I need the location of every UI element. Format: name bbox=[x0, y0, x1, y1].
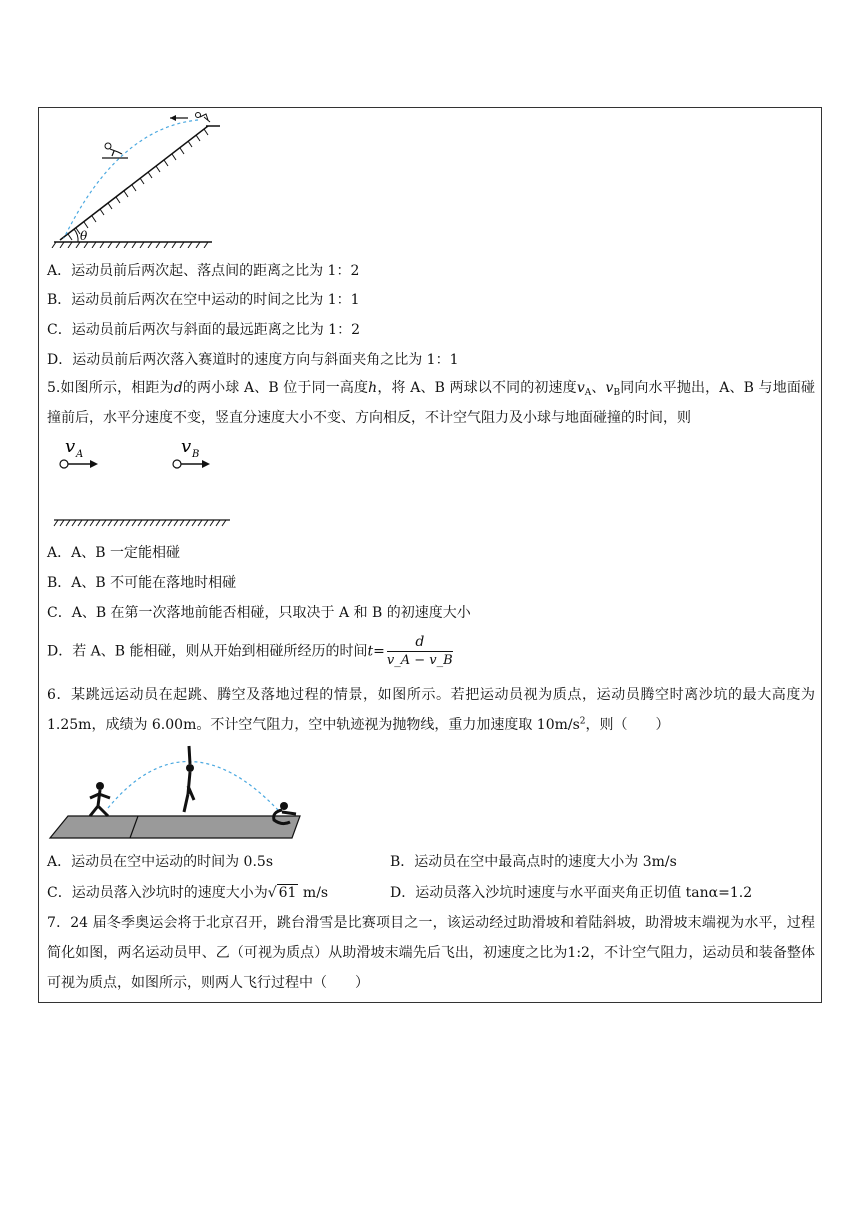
q6-option-b: B．运动员在空中最高点时的速度大小为 3m/s bbox=[390, 854, 677, 870]
ball-b bbox=[173, 460, 181, 468]
sqrt-symbol: √ 61 bbox=[267, 885, 297, 901]
q5-stem: 5.如图所示，相距为d的两小球 A、B 位于同一高度h，将 A、B 两球以不同的初速度$v_A$、$v_B$同向水平抛出，A、B 与地面碰撞前后，水平分速度不变，竖直分速度大小不变、方向相反，不计空气阻力及小球与地面碰撞的时间，则 bbox=[47, 380, 815, 426]
q6-stem: 6．某跳远运动员在起跳、腾空及落地过程的情景，如图所示。若把运动员视为质点，运动员腾空时离沙坑的最大高度为 1.25m，成绩为 6.00m。不计空气阻力，空中轨迹视为抛物线，重力加速度取 $10m/s^2$，则（ ） bbox=[47, 687, 815, 733]
q4-option-a: A．运动员前后两次起、落点间的距离之比为 1：2 bbox=[47, 263, 360, 279]
q6-option-d: D．运动员落入沙坑时速度与水平面夹角正切值 tanα=1.2 bbox=[390, 885, 753, 901]
q5-option-a: A．A、B 一定能相碰 bbox=[47, 545, 180, 561]
q4-option-b: B．运动员前后两次在空中运动的时间之比为 1：1 bbox=[47, 292, 360, 308]
q4-option-c: C．运动员前后两次与斜面的最远距离之比为 1：2 bbox=[47, 322, 360, 338]
time-fraction: $\frac{d}{v\_A - v\_B}$ bbox=[386, 634, 453, 668]
ball-a bbox=[60, 460, 68, 468]
q5-balls-figure bbox=[50, 432, 250, 532]
q6-option-a: A．运动员在空中运动的时间为 0.5s bbox=[47, 854, 274, 870]
svg-text:A: A bbox=[76, 449, 84, 460]
theta-label: θ bbox=[80, 229, 88, 243]
q4-slope-figure bbox=[48, 108, 228, 248]
q6-option-c: C．运动员落入沙坑时的速度大小为√ 61 m/s bbox=[47, 885, 329, 901]
va-label: v bbox=[65, 436, 76, 457]
q4-option-d: D．运动员前后两次落入赛道时的速度方向与斜面夹角之比为 1：1 bbox=[47, 352, 459, 368]
q5-option-b: B．A、B 不可能在落地时相碰 bbox=[47, 575, 237, 591]
q5-option-d: D．若 A、B 能相碰，则从开始到相碰所经历的时间t= $\frac{d}{v\_A - v\_B}$ bbox=[47, 634, 453, 668]
vb-label: v bbox=[181, 436, 192, 457]
svg-text:B: B bbox=[192, 449, 200, 460]
q6-longjump-figure bbox=[46, 742, 306, 842]
q7-stem: 7．24 届冬季奥运会将于北京召开，跳台滑雪是比赛项目之一，该运动经过助滑坡和着陆斜坡，助滑坡末端视为水平，过程简化如图，两名运动员甲、乙（可视为质点）从助滑坡末端先后飞出，初速度之比为1:2，不计空气阻力，运动员和装备整体可视为质点，如图所示，则两人飞行过程中（ ） bbox=[47, 915, 815, 991]
q5-option-c: C．A、B 在第一次落地前能否相碰，只取决于 A 和 B 的初速度大小 bbox=[47, 605, 471, 621]
